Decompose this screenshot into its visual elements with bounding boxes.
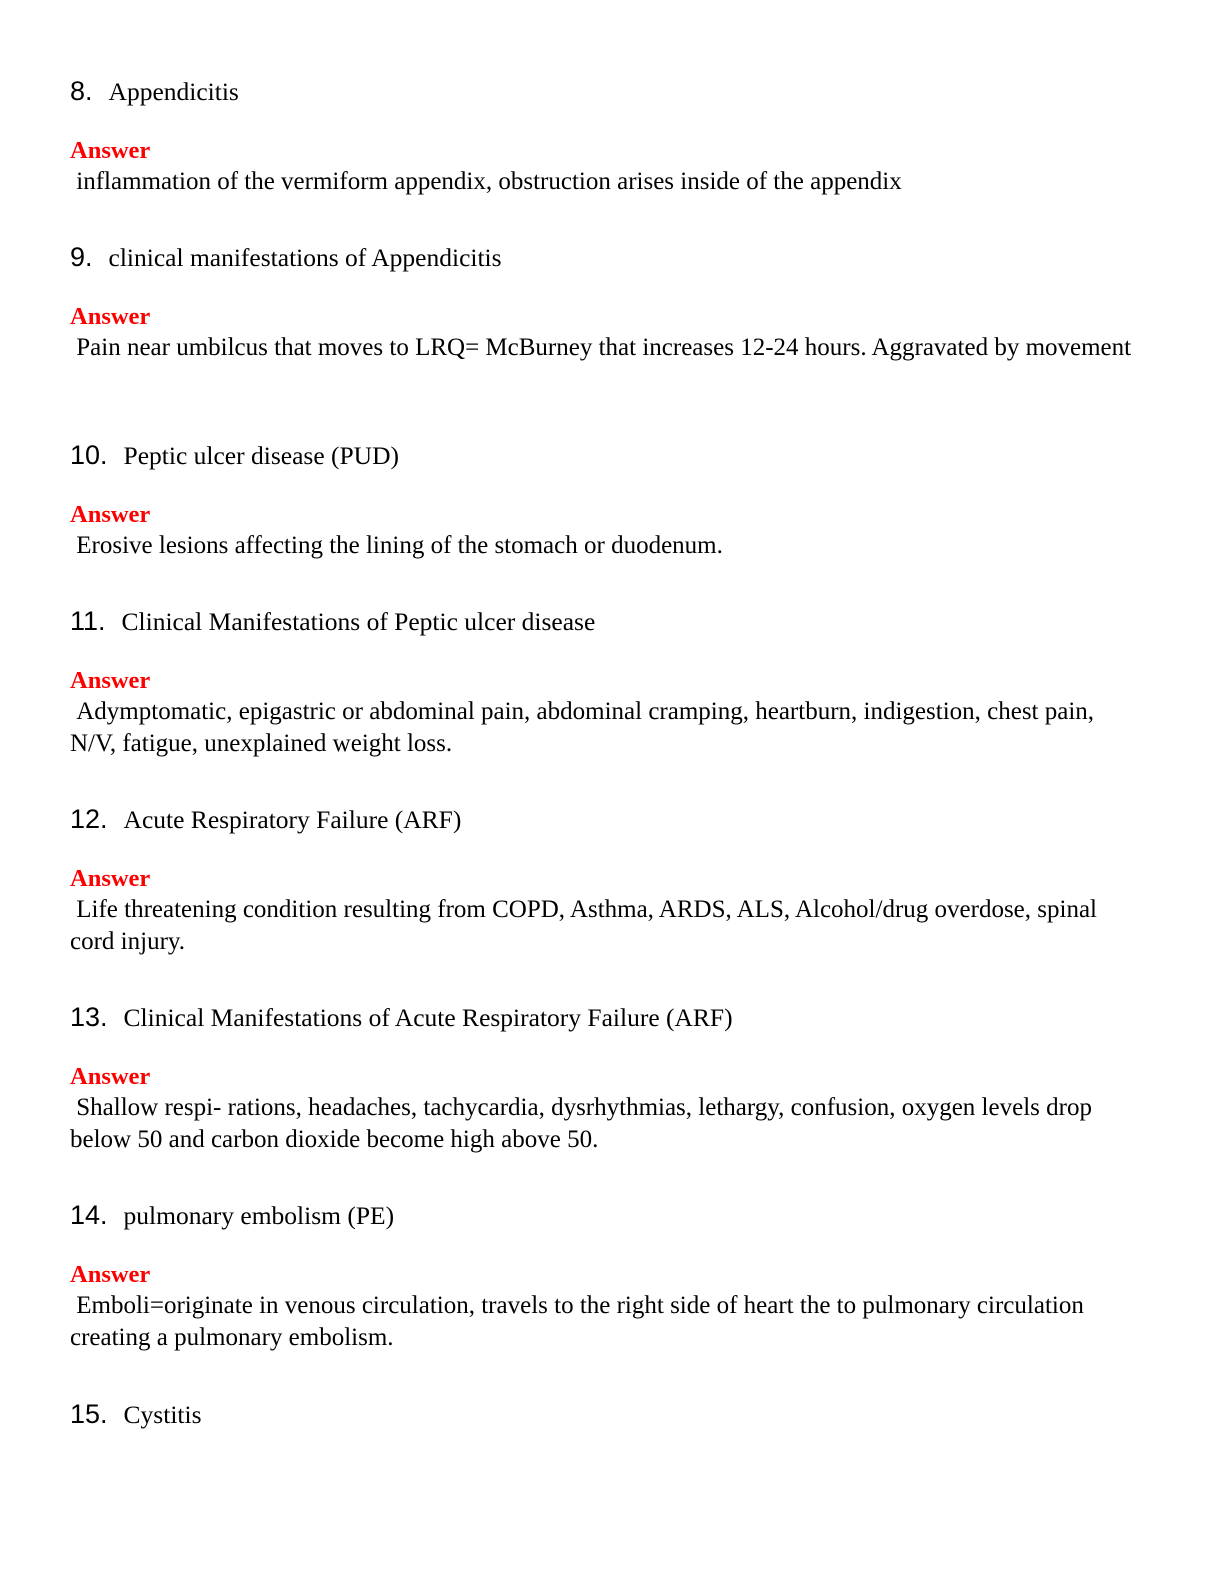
answer-label: Answer xyxy=(70,1261,151,1288)
question-line xyxy=(70,74,1150,108)
question-number: 15. xyxy=(70,1399,108,1429)
question-number: 14. xyxy=(70,1200,108,1230)
answer-label: Answer xyxy=(70,667,151,694)
answer-text: Pain near umbilcus that moves to LRQ= McBurney that increases 12-24 hours. Aggravated by movement xyxy=(70,334,1132,361)
qa-item-10 xyxy=(70,438,1150,562)
qa-item-12 xyxy=(70,802,1150,958)
question-number: 13. xyxy=(70,1002,108,1032)
question-text: Appendicitis xyxy=(108,77,239,106)
question-line xyxy=(70,1397,1150,1431)
question-text: Clinical Manifestations of Acute Respiratory Failure (ARF) xyxy=(123,1003,733,1032)
qa-item-9 xyxy=(70,240,1150,364)
qa-item-14 xyxy=(70,1198,1150,1354)
answer-text: Life threatening condition resulting from COPD, Asthma, ARDS, ALS, Alcohol/drug overdose, spinal cord injury. xyxy=(70,896,1104,955)
qa-item-8 xyxy=(70,74,1150,198)
question-text: Clinical Manifestations of Peptic ulcer disease xyxy=(121,607,596,636)
question-number: 8. xyxy=(70,76,93,106)
question-line xyxy=(70,438,1150,472)
qa-item-11 xyxy=(70,604,1150,760)
answer-label: Answer xyxy=(70,501,151,528)
answer-label: Answer xyxy=(70,137,151,164)
answer-label: Answer xyxy=(70,1063,151,1090)
question-line xyxy=(70,240,1150,274)
answer-label: Answer xyxy=(70,303,151,330)
question-line xyxy=(70,1000,1150,1034)
question-number: 12. xyxy=(70,804,108,834)
answer-text: Emboli=originate in venous circulation, travels to the right side of heart the to pulmonary circulation creating a pulmonary embolism. xyxy=(70,1292,1091,1351)
answer-text: Erosive lesions affecting the lining of the stomach or duodenum. xyxy=(70,532,723,559)
answer-label: Answer xyxy=(70,865,151,892)
qa-item-15 xyxy=(70,1397,1150,1431)
question-text: Peptic ulcer disease (PUD) xyxy=(123,441,400,470)
question-text: Acute Respiratory Failure (ARF) xyxy=(123,805,462,834)
question-text: pulmonary embolism (PE) xyxy=(123,1201,395,1230)
answer-text: Adymptomatic, epigastric or abdominal pain, abdominal cramping, heartburn, indigestion, chest pain, N/V, fatigue, unexplained weight loss. xyxy=(70,698,1101,757)
answer-text: Shallow respi- rations, headaches, tachycardia, dysrhythmias, lethargy, confusion, oxygen levels drop below 50 and carbon dioxide become high above 50. xyxy=(70,1094,1099,1153)
question-text: Cystitis xyxy=(123,1400,202,1429)
question-number: 9. xyxy=(70,242,93,272)
question-number: 10. xyxy=(70,440,108,470)
question-line xyxy=(70,802,1150,836)
question-line xyxy=(70,604,1150,638)
answer-text: inflammation of the vermiform appendix, obstruction arises inside of the appendix xyxy=(70,168,902,195)
question-line xyxy=(70,1198,1150,1232)
question-text: clinical manifestations of Appendicitis xyxy=(108,243,502,272)
question-number: 11. xyxy=(70,606,106,636)
qa-item-13 xyxy=(70,1000,1150,1156)
